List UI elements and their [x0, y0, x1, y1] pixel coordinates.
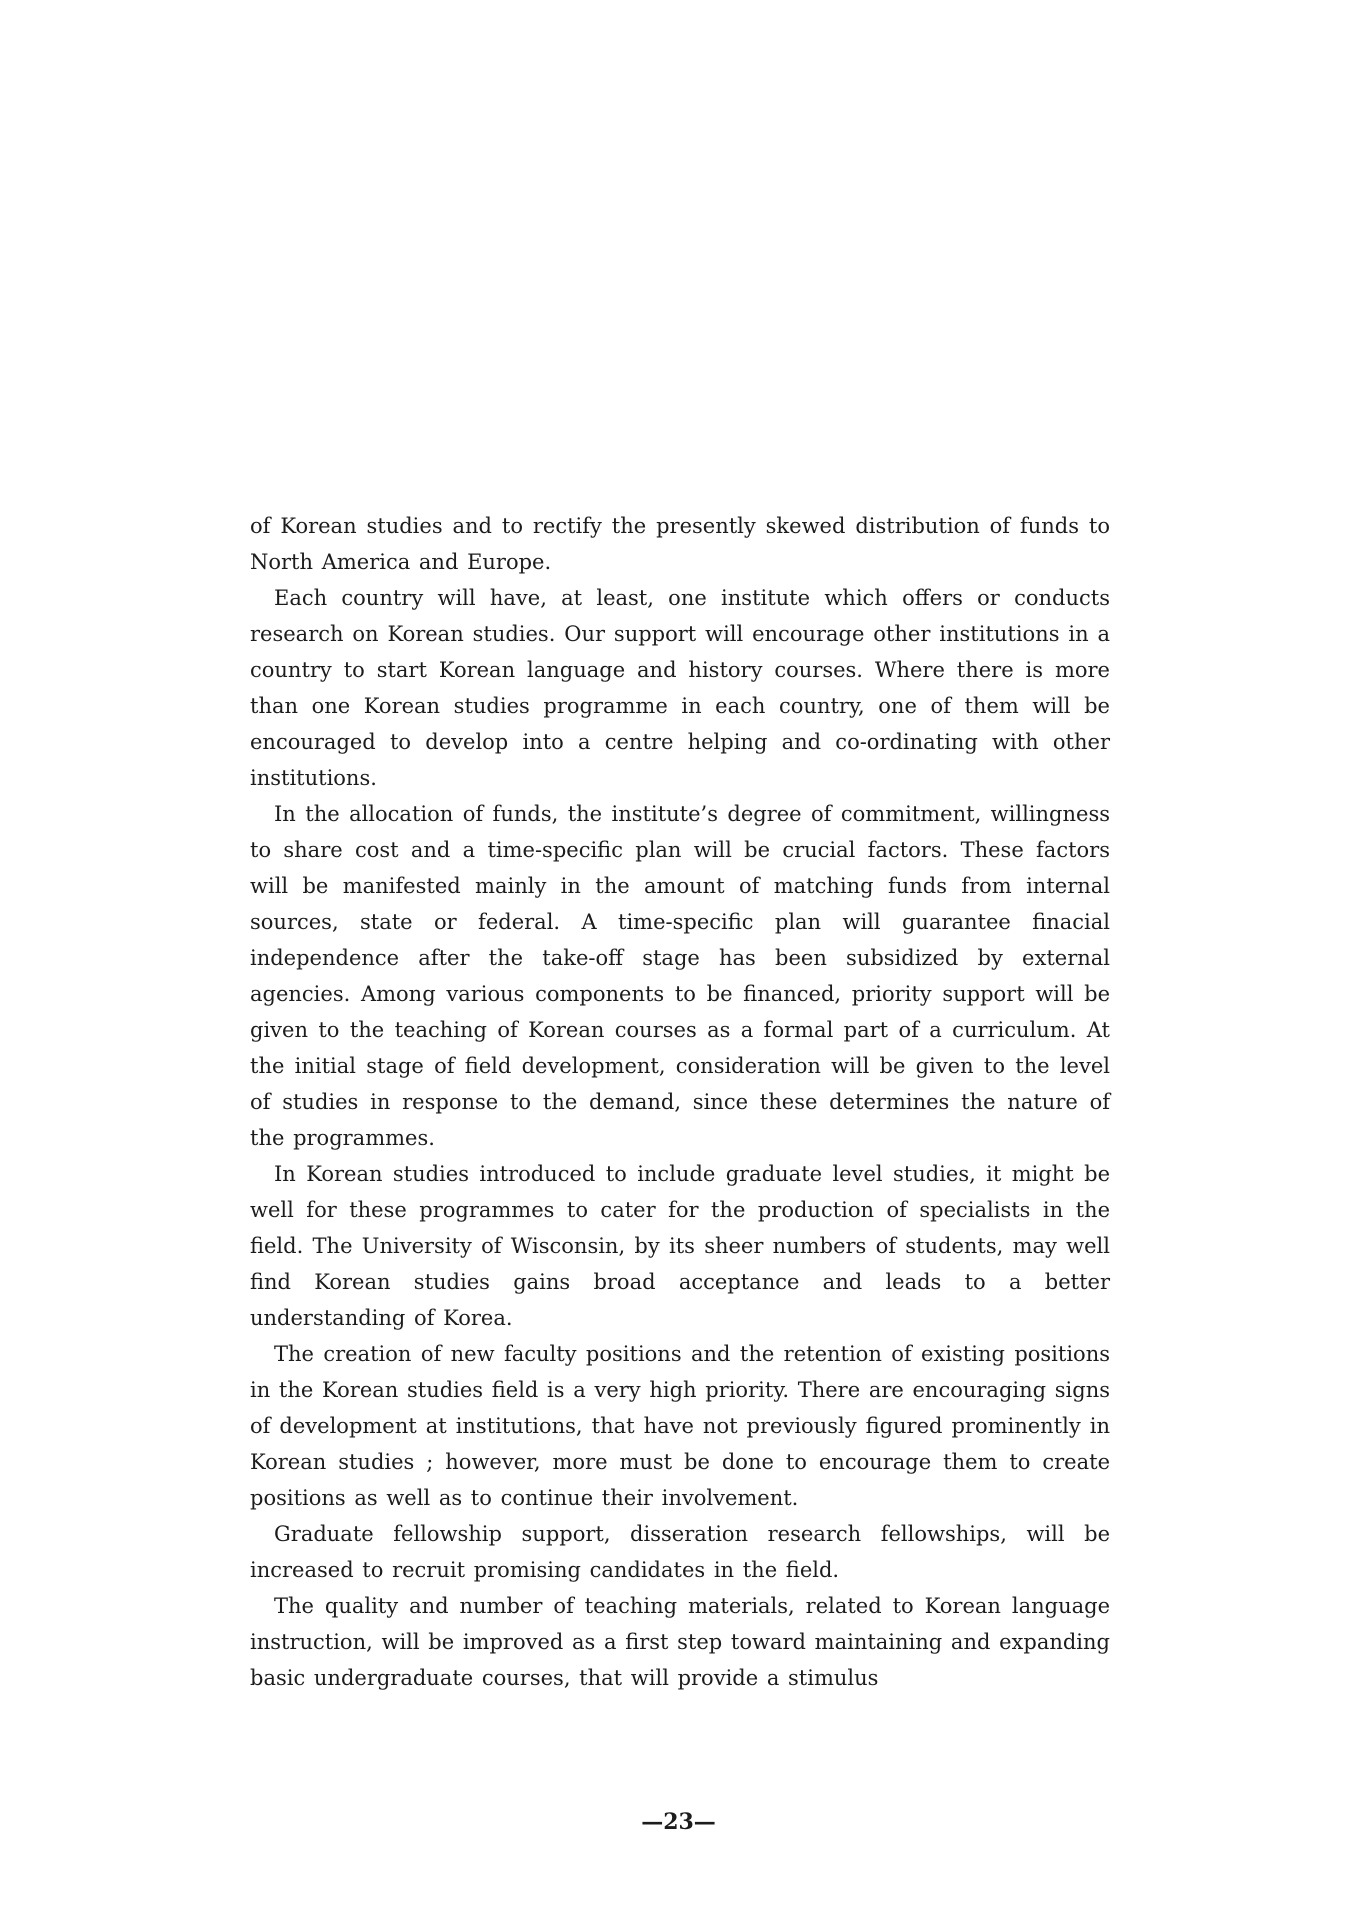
paragraph-7: The quality and number of teaching materials, related to Korean language instruction, will be improved as a first step toward maintaining and expanding basic undergraduate courses, that will provide a stimulus	[250, 1594, 1110, 1690]
page-number: —23—	[641, 1809, 716, 1835]
paragraph-6: Graduate fellowship support, disseration research fellowships, will be increased to recruit promising candidates in the field.	[250, 1522, 1110, 1582]
paragraph-4: In Korean studies introduced to include graduate level studies, it might be well for these programmes to cater for the production of specialists in the field. The University of Wisconsin, by its sheer numbers of students, may well find Korean studies gains broad acceptance and leads to a better understanding of Korea.	[250, 1162, 1110, 1330]
paragraph-1: of Korean studies and to rectify the presently skewed distribution of funds to North America and Europe.	[250, 514, 1110, 574]
body-text	[250, 508, 1110, 1696]
paragraph-2: Each country will have, at least, one institute which offers or conducts research on Korean studies. Our support will encourage other institutions in a country to start Korean language and history courses. Where there is more than one Korean studies programme in each country, one of them will be encouraged to develop into a centre helping and co-ordinating with other institutions.	[250, 586, 1110, 790]
paragraph-5: The creation of new faculty positions and the retention of existing positions in the Korean studies field is a very high priority. There are encouraging signs of development at institutions, that have not previously figured prominently in Korean studies ; however, more must be done to encourage them to create positions as well as to continue their involvement.	[250, 1342, 1110, 1510]
paragraph-3: In the allocation of funds, the institute’s degree of commitment, willingness to share cost and a time-specific plan will be crucial factors. These factors will be manifested mainly in the amount of matching funds from internal sources, state or federal. A time-specific plan will guarantee finacial independence after the take-off stage has been subsidized by external agencies. Among various components to be financed, priority support will be given to the teaching of Korean courses as a formal part of a curriculum. At the initial stage of field development, consideration will be given to the level of studies in response to the demand, since these determines the nature of the programmes.	[250, 802, 1110, 1150]
